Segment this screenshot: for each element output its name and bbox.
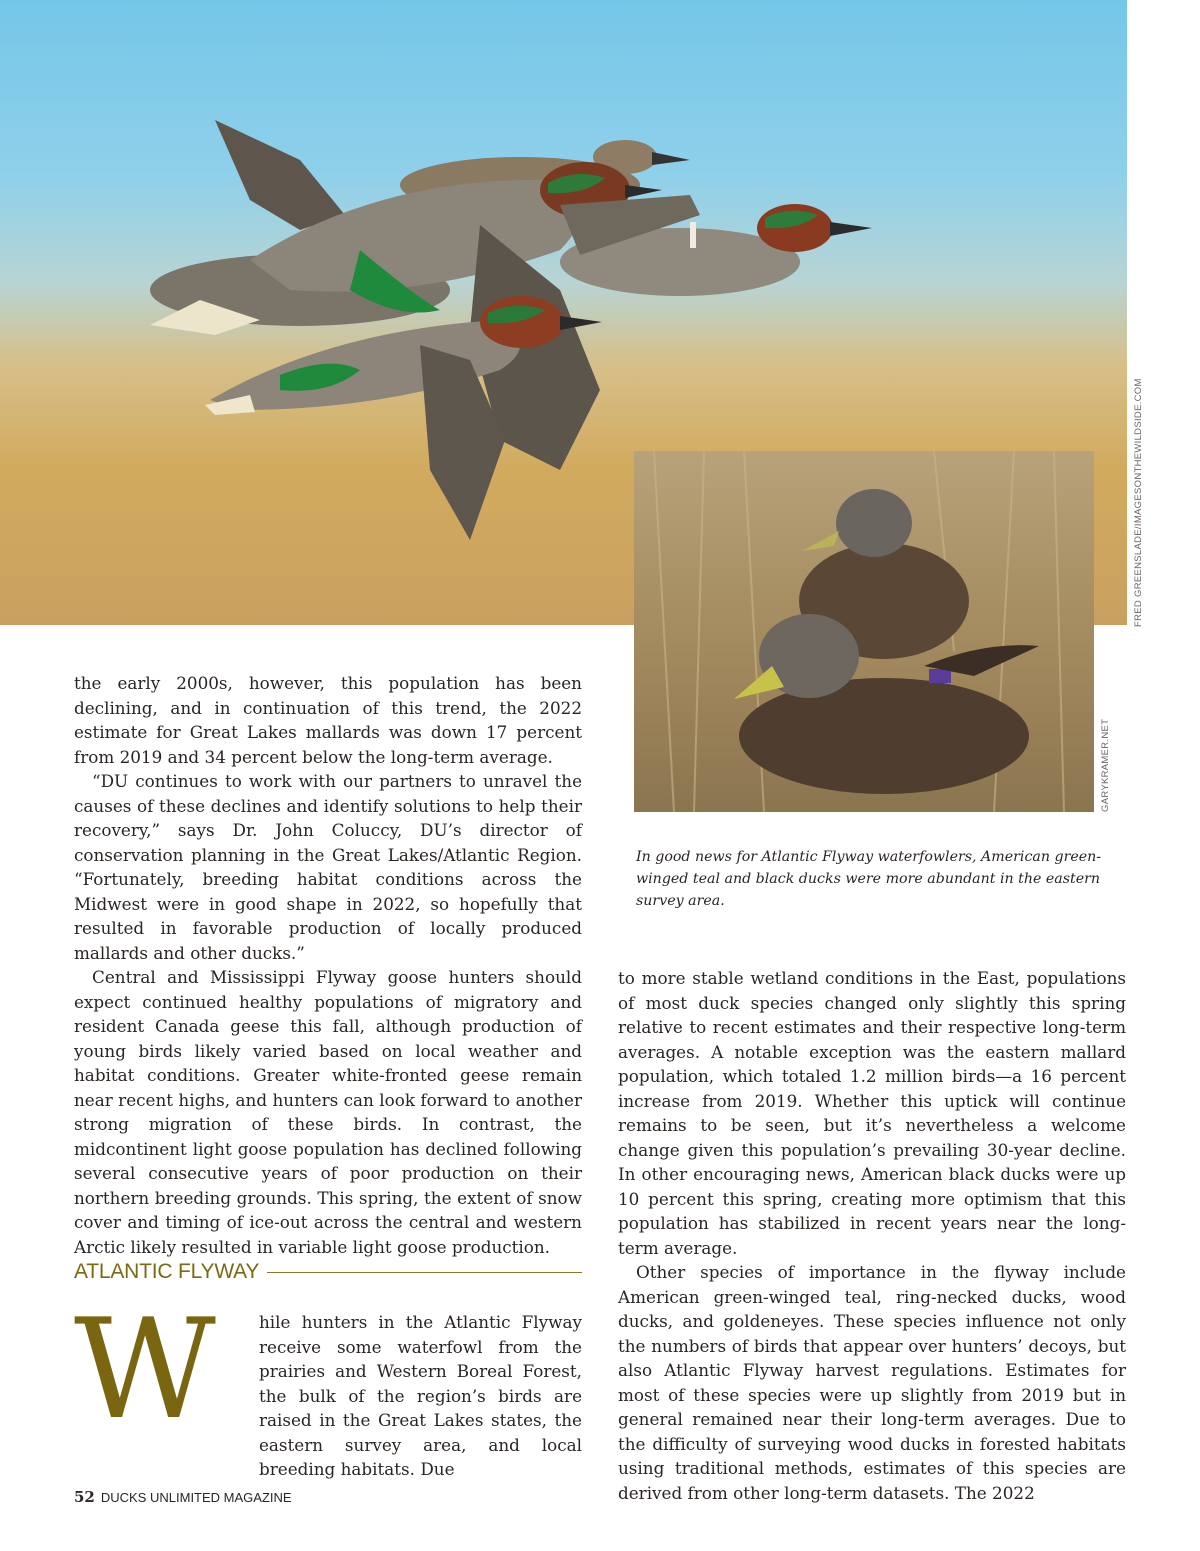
section-heading-text: ATLANTIC FLYWAY [74,1260,260,1283]
paragraph: to more stable wetland conditions in the East, populations of most duck species changed only slightly this spring relative to recent estimates and their respective long-term averages. A notable exception was the eastern mallard population, which totaled 1.2 million birds—a 16 percent increase from 2019. Whether this uptick will continue remains to be seen, but it’s nevertheless a welcome change given this population’s prevailing 30-year decline. In other encouraging news, American black ducks were up 10 percent this spring, creating more optimism that this population has stabilized in recent years near the long-term average. [618,968,1126,1258]
left-column [74,671,582,1259]
drop-cap: W [74,1289,216,1450]
publication-name: DUCKS UNLIMITED MAGAZINE [100,1490,292,1505]
paragraph: hile hunters in the Atlantic Flyway receive some waterfowl from the prairies and Western Boreal Forest, the bulk of the region’s birds are raised in the Great Lakes states, the eastern survey area, and local breeding habitats. Due [259,1312,582,1479]
hero-photo-credit: FRED GREENSLADE/IMAGESONTHEWILDSIDE.COM [1133,378,1144,627]
inset-photo-credit: GARYKRAMER.NET [1100,718,1111,812]
right-column [618,966,1126,1505]
page-footer [74,1488,292,1506]
inset-photo-black-ducks [634,451,1094,812]
page-number: 52 [74,1488,95,1506]
teal-bird [560,195,872,296]
heading-rule [267,1272,582,1273]
paragraph: the early 2000s, however, this population has been declining, and in continuation of this trend, the 2022 estimate for Great Lakes mallards was down 17 percent from 2019 and 34 percent below the long-term average. [74,673,582,767]
dropcap-paragraph [259,1310,582,1482]
paragraph: Other species of importance in the flyway include American green-winged teal, ring-necked ducks, wood ducks, and goldeneyes. These species influence not only the numbers of birds that appear over hunters’ decoys, but also Atlantic Flyway harvest regulations. Estimates for most of these species were up slightly from 2019 but in general remained near their long-term averages. Due to the difficulty of surveying wood ducks in forested habitats using traditional methods, estimates of this species are derived from other long-term datasets. The 2022 [618,1262,1126,1503]
photo-caption: In good news for Atlantic Flyway waterfowlers, American green-winged teal and black ducks were more abundant in the eastern survey area. [636,849,1102,909]
paragraph: “DU continues to work with our partners to unravel the causes of these declines and identify solutions to help their recovery,” says Dr. John Coluccy, DU’s director of conservation planning in the Great Lakes/Atlantic Region. “Fortunately, breeding habitat conditions across the Midwest were in good shape in 2022, so hopefully that resulted in favorable production of locally produced mallards and other ducks.” [74,771,582,963]
black-ducks-illustration [634,451,1094,812]
paragraph: Central and Mississippi Flyway goose hunters should expect continued healthy populations of migratory and resident Canada geese this fall, although production of young birds likely varied based on local weather and habitat conditions. Greater white-fronted geese remain near recent highs, and hunters can look forward to another strong migration of these birds. In contrast, the midcontinent light goose population has declined following several consecutive years of poor production on their northern breeding grounds. This spring, the extent of snow cover and timing of ice-out across the central and western Arctic likely resulted in variable light goose production. [74,967,582,1257]
section-heading [74,1257,582,1287]
